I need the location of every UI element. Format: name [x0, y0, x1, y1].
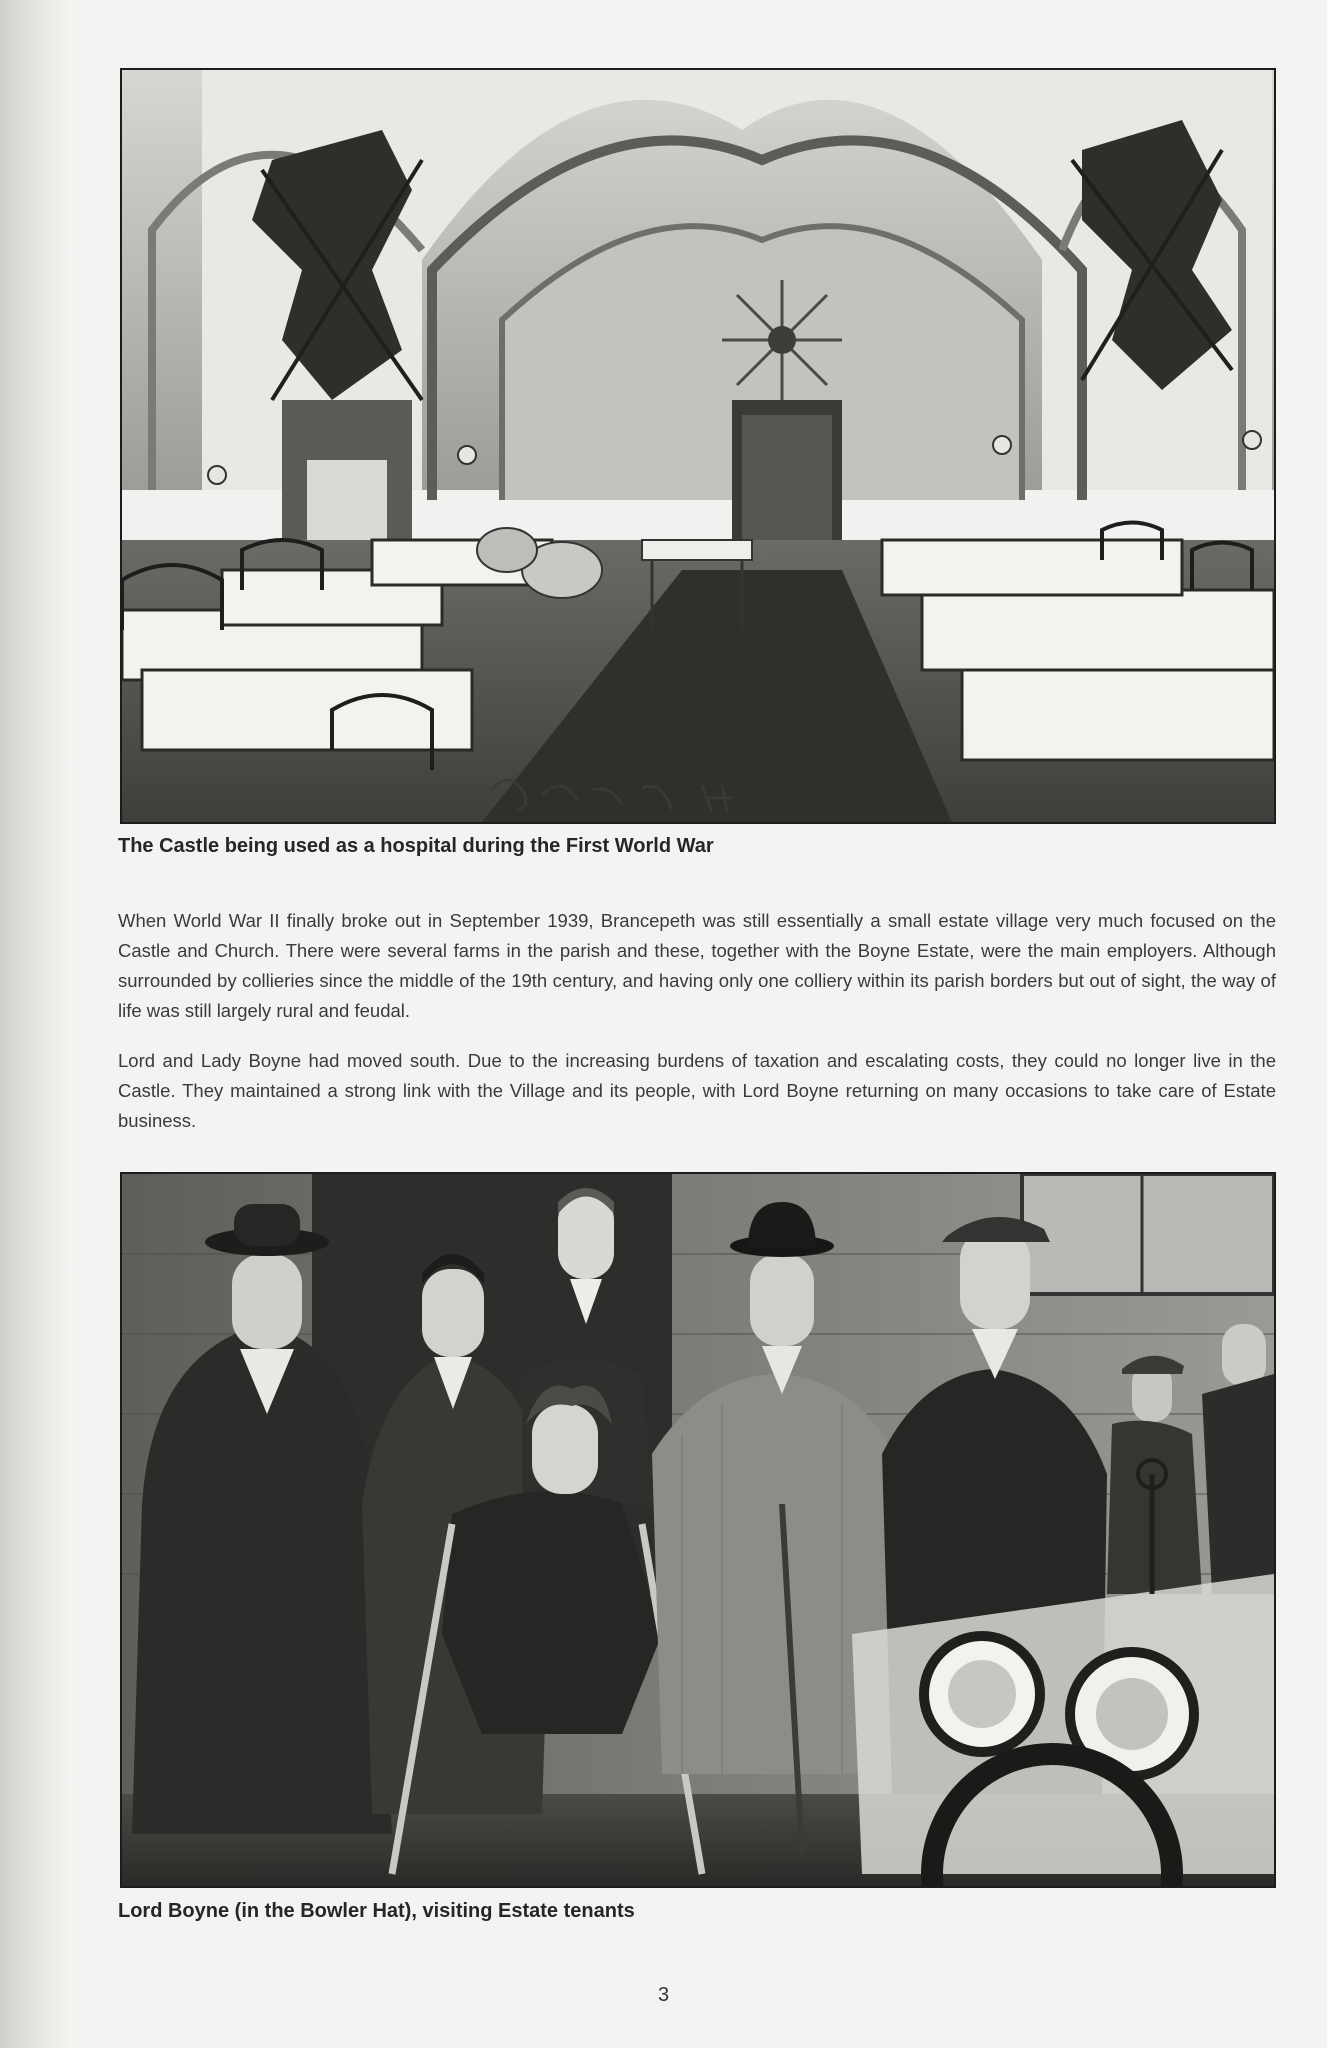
estate-tenants-photo [120, 1172, 1276, 1888]
estate-tenants-caption: Lord Boyne (in the Bowler Hat), visiting Estate tenants [118, 1900, 635, 1922]
paragraph-lord-boyne: Lord and Lady Boyne had moved south. Due to the increasing burdens of taxation and escalating costs, they could no longer live in the Castle. They maintained a strong link with the Village and its people, with Lord Boyne returning on many occasions to take care of Estate business. [118, 1050, 1276, 1131]
page-binding-shadow [0, 0, 70, 2048]
hospital-hall-photo [120, 68, 1276, 824]
hospital-photo-caption: The Castle being used as a hospital during the First World War [118, 835, 714, 857]
page-number: 3 [657, 1984, 670, 2006]
paragraph-war-outbreak: When World War II finally broke out in September 1939, Brancepeth was still essentially a small estate village very much focused on the Castle and Church. There were several farms in the parish and these, together with the Boyne Estate, were the main employers. Although surrounded by collieries since the middle of the 19th century, and having only one colliery within its parish borders but out of sight, the way of life was still largely rural and feudal. [118, 910, 1276, 1021]
